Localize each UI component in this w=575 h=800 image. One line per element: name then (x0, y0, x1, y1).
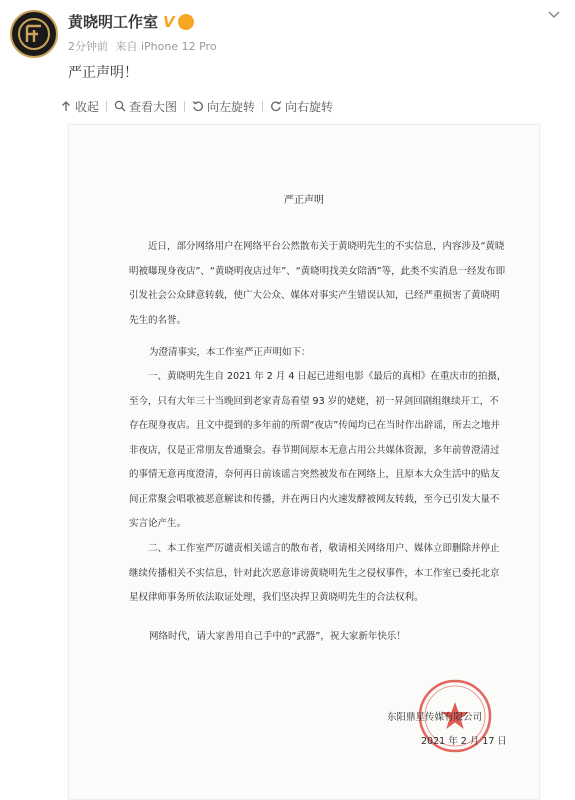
collapse-label: 收起 (75, 99, 100, 114)
magnifier-icon (114, 100, 126, 112)
author-name[interactable]: 黄晓明工作室 (68, 13, 159, 31)
vip-badge-icon (178, 14, 194, 30)
image-toolbar (60, 96, 339, 116)
studio-logo-icon (17, 17, 51, 51)
statement-paragraph-2: 为澄清事实，本工作室严正声明如下： (149, 347, 311, 358)
author-name-row (68, 11, 194, 32)
company-seal (407, 678, 507, 768)
rotate-right-button[interactable] (270, 98, 333, 115)
post-time[interactable]: 2分钟前 (68, 40, 108, 53)
verified-badge-icon: V (163, 12, 175, 31)
statement-paragraph-1: 近日，部分网络用户在网络平台公然散布关于黄晓明先生的不实信息，内容涉及“黄晓明被曝现身夜店”、“黄晓明夜店过年”、“黄晓明找美女陪酒”等，此类不实消息一经发布即引发社会公众肆意转载，使广大公众、媒体对事实产生错误认知，已经严重损害了黄晓明先生的名誉。 (129, 241, 506, 326)
rotate-left-label: 向左旋转 (207, 99, 256, 114)
toolbar-divider (184, 101, 185, 112)
view-large-label: 查看大图 (129, 99, 178, 114)
rotate-right-label: 向右旋转 (285, 99, 334, 114)
post-meta (68, 38, 221, 54)
signature-organization: 东阳鼎星传媒有限公司 (387, 712, 483, 723)
toolbar-divider (262, 101, 263, 112)
collapse-button[interactable] (60, 98, 99, 115)
statement-image[interactable] (68, 124, 540, 800)
rotate-left-icon (192, 100, 204, 112)
rotate-left-button[interactable] (192, 98, 255, 115)
avatar[interactable] (10, 10, 58, 58)
post-text: 严正声明！ (68, 65, 138, 81)
post-source: 来自 iPhone 12 Pro (115, 40, 217, 53)
statement-paragraph-3: 一、黄晓明先生自 2021 年 2 月 4 日起已进组电影《最后的真相》在重庆市的拍摄，至今，只有大年三十当晚回到老家青岛看望 93 岁的姥姥，初一昇剑回剧组继续开工，不存在现身夜店。且文中提到的多年前的所谓“夜店”传闻均已在当时作出辟谣，所去之地并非夜店，仅是正常朋友普通聚会。春节期间原本无意占用公共媒体资源，多年前曾澄清过的事情无意再度澄清，奈何再日前该谣言突然被发布在网络上，且原本大众生活中的贴友间正常聚会唱歌被恶意解读和传播，并在两日内火速发酵被网友转载，至今已引发大量不实言论产生。 (129, 371, 507, 529)
post-header (0, 0, 575, 90)
arrow-up-icon (60, 100, 72, 112)
statement-title: 严正声明 (284, 195, 324, 206)
statement-paragraph-4: 二、本工作室严厉谴责相关谣言的散布者，敬请相关网络用户、媒体立即删除并停止继续传播相关不实信息，针对此次恶意诽谤黄晓明先生之侵权事件，本工作室已委托北京星权律师事务所依法取证处理，我们坚决捍卫黄晓明先生的合法权利。 (129, 543, 500, 603)
statement-paragraph-5: 网络时代，请大家善用自己手中的“武器”，祝大家新年快乐！ (149, 631, 406, 642)
chevron-down-icon[interactable] (547, 8, 561, 22)
signature-date: 2021 年 2 月 17 日 (421, 736, 507, 747)
toolbar-divider (106, 101, 107, 112)
rotate-right-icon (270, 100, 282, 112)
view-large-button[interactable] (114, 98, 177, 115)
